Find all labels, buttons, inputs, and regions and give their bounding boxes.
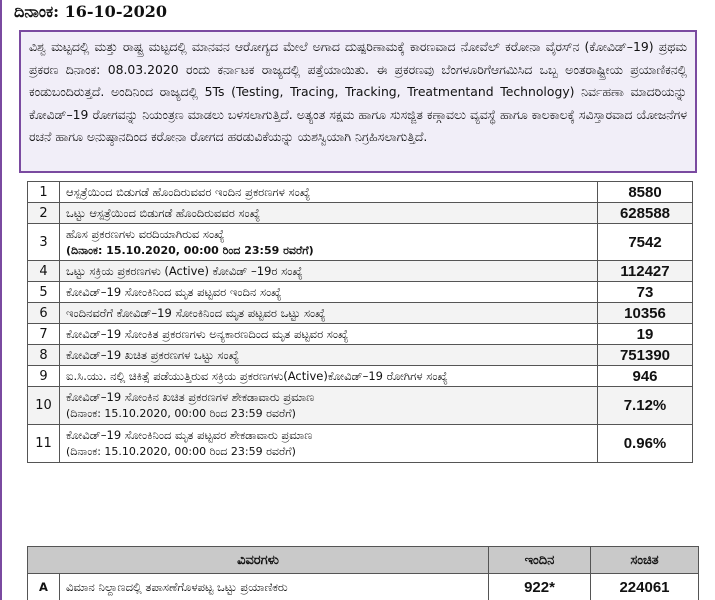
row-number: 9 (28, 366, 60, 387)
header-details: ವಿವರಗಳು (28, 547, 489, 574)
report-date: ದಿನಾಂಕ: 16-10-2020 (14, 2, 167, 21)
header-cumulative: ಸಂಚಿತ (591, 547, 699, 574)
row-number: 2 (28, 203, 60, 224)
table-row (28, 366, 693, 387)
row-value: 0.96% (598, 425, 693, 463)
row-date-range: (ದಿನಾಂಕ: 15.10.2020, 00:00 ರಿಂದ 23:59 ರವರೆಗೆ) (66, 243, 314, 257)
airport-screening-table (27, 546, 699, 600)
row-value: 628588 (598, 203, 693, 224)
table-header-row (28, 547, 699, 574)
row-number: 5 (28, 282, 60, 303)
row-value: 7.12% (598, 387, 693, 425)
header-today: ಇಂದಿನ (489, 547, 591, 574)
row-label: ಒಟ್ಟು ಸಕ್ರಿಯ ಪ್ರಕರಣಗಳು (Active) ಕೋವಿಡ್ –19ರ ಸಂಖ್ಯೆ (66, 263, 303, 278)
row-value: 10356 (598, 303, 693, 324)
row-today-value: 922* (489, 574, 591, 600)
row-number: 1 (28, 182, 60, 203)
covid-stats-table (27, 181, 693, 463)
table-row (28, 425, 693, 463)
table-row (28, 303, 693, 324)
table-row (28, 387, 693, 425)
row-label-cell (60, 203, 598, 224)
row-label: ಹೊಸ ಪ್ರಕರಣಗಳು ವರದಿಯಾಗಿರುವ ಸಂಖ್ಯೆ (66, 226, 225, 241)
row-value: 7542 (598, 224, 693, 261)
row-number: 10 (28, 387, 60, 425)
row-label: ಇಂದಿನವರೆಗೆ ಕೋವಿಡ್–19 ಸೋಂಕಿನಿಂದ ಮೃತ ಪಟ್ಟವರ ಒಟ್ಟು ಸಂಖ್ಯೆ (66, 305, 326, 320)
row-label: ಕೋವಿಡ್–19 ಸೋಂಕಿನಿಂದ ಮೃತ ಪಟ್ಟವರ ಇಂದಿನ ಸಂಖ್ಯೆ (66, 284, 282, 299)
row-number: 11 (28, 425, 60, 463)
table-row (28, 261, 693, 282)
intro-paragraph: ವಿಶ್ವ ಮಟ್ಟದಲ್ಲಿ ಮತ್ತು ರಾಷ್ಟ್ರ ಮಟ್ಟದಲ್ಲಿ ಮಾನವನ ಆರೋಗ್ಯದ ಮೇಲೆ ಅಗಾದ ದುಷ್ಪರಿಣಾಮಕ್ಕೆ ಕಾರಣವಾದ ನೋವೆಲ್ ಕರೋನಾ ವೈರಸ್‌ನ (ಕೋವಿಡ್–19) ಪ್ರಥಮ ಪ್ರಕರಣ ದಿನಾಂಕ: 08.03.2020 ರಂದು ಕರ್ನಾಟಕ ರಾಜ್ಯದಲ್ಲಿ ಪತ್ತೆಯಾಯಿತು. ಈ ಪ್ರಕರಣವು ಬೆಂಗಳೂರಿಗೆ‌ಆಗಮಿಸಿದ ಒಬ್ಬ ಅಂತರಾಷ್ಟ್ರೀಯ ಪ್ರಯಾಣಿಕನಲ್ಲಿ ಕಂಡುಬಂದಿರುತ್ತದೆ. ಅಂದಿನಿಂದ ರಾಜ್ಯದಲ್ಲಿ 5Ts (Testing, Tracing, Tracking, Treatmentand Technology) ನಿರ್ವಹಣಾ ಮಾದರಿಯನ್ನು ಕೋವಿಡ್–19 ರೋಗವನ್ನು ನಿಯಂತ್ರಣ ಮಾಡಲು ಬಳಸಲಾಗುತ್ತಿದೆ. ಅತ್ಯಂತ ಸಕ್ಷಮ ಹಾಗೂ ಸುಸಜ್ಜಿತ ಕಣ್ಗಾವಲು ವ್ಯವಸ್ಥೆ ಹಾಗೂ ಕಾಲಕಾಲಕ್ಕೆ ಸವಿಸ್ತಾರವಾದ ಯೋಜನೆಗಳ ರಚನೆ ಹಾಗೂ ಅನುಷ್ಠಾನದಿಂದ ಕರೋನಾ ರೋಗದ ಹರಡುವಿಕೆಯನ್ನು ಯಶಸ್ವಿಯಾಗಿ ನಿಗ್ರಹಿಸಲಾಗುತ್ತಿದೆ. (19, 30, 697, 173)
row-value: 19 (598, 324, 693, 345)
row-label-cell (60, 261, 598, 282)
row-label-cell (60, 387, 598, 425)
row-number: 3 (28, 224, 60, 261)
row-label: ಕೋವಿಡ್–19 ಸೋಂಕಿನ ಖಚಿತ ಪ್ರಕರಣಗಳ ಶೇಕಡಾವಾರು ಪ್ರಮಾಣ (66, 390, 315, 404)
row-number: 6 (28, 303, 60, 324)
row-label-cell (60, 345, 598, 366)
row-label: ಐ.ಸಿ.ಯು. ನಲ್ಲಿ ಚಿಕಿತ್ಸೆ ಪಡೆಯುತ್ತಿರುವ ಸಕ್ರಿಯ ಪ್ರಕರಣಗಳು(Active)ಕೋವಿಡ್–19 ರೋಗಿಗಳ ಸಂಖ್ಯೆ (66, 368, 448, 383)
row-label: ಆಸ್ಪತ್ರೆಯಿಂದ ಬಿಡುಗಡೆ ಹೊಂದಿರುವವರ ಇಂದಿನ ಪ್ರಕರಣಗಳ ಸಂಖ್ಯೆ (66, 184, 311, 199)
row-label: ಒಟ್ಟು ಆಸ್ಪತ್ರೆಯಿಂದ ಬಿಡುಗಡೆ ಹೊಂದಿರುವವರ ಸಂಖ್ಯೆ (66, 205, 261, 220)
table-row (28, 282, 693, 303)
row-label: ವಿಮಾನ ನಿಲ್ದಾಣದಲ್ಲಿ ತಪಾಸಣೆಗೊಳಪಟ್ಟ ಒಟ್ಟು ಪ್ರಯಾಣಿಕರು (60, 574, 489, 600)
row-label-cell (60, 224, 598, 261)
row-label-cell (60, 182, 598, 203)
row-value: 8580 (598, 182, 693, 203)
table-row (28, 182, 693, 203)
table-row (28, 324, 693, 345)
row-value: 112427 (598, 261, 693, 282)
table-row (28, 203, 693, 224)
row-cumulative-value: 224061 (591, 574, 699, 600)
row-label: ಕೋವಿಡ್–19 ಸೋಂಕಿತ ಪ್ರಕರಣಗಳು ಅನ್ಯಕಾರಣದಿಂದ ಮೃತ ಪಟ್ಟವರ ಸಂಖ್ಯೆ (66, 326, 349, 341)
row-number: 4 (28, 261, 60, 282)
table-row (28, 345, 693, 366)
row-label-cell (60, 303, 598, 324)
row-number: 8 (28, 345, 60, 366)
row-date-range: (ದಿನಾಂಕ: 15.10.2020, 00:00 ರಿಂದ 23:59 ರವರೆಗೆ) (66, 407, 296, 420)
row-label-cell (60, 324, 598, 345)
table-row (28, 574, 699, 600)
row-label-cell (60, 282, 598, 303)
row-label-cell (60, 366, 598, 387)
row-value: 946 (598, 366, 693, 387)
row-number: 7 (28, 324, 60, 345)
row-code: A (28, 574, 60, 600)
row-label: ಕೋವಿಡ್–19 ಖಚಿತ ಪ್ರಕರಣಗಳ ಒಟ್ಟು ಸಂಖ್ಯೆ (66, 347, 240, 362)
table-row (28, 224, 693, 261)
row-label: ಕೋವಿಡ್–19 ಸೋಂಕಿನಿಂದ ಮೃತ ಪಟ್ಟವರ ಶೇಕಡಾವಾರು ಪ್ರಮಾಣ (66, 428, 313, 442)
page-left-rule (0, 0, 2, 600)
row-value: 73 (598, 282, 693, 303)
row-label-cell (60, 425, 598, 463)
row-value: 751390 (598, 345, 693, 366)
row-date-range: (ದಿನಾಂಕ: 15.10.2020, 00:00 ರಿಂದ 23:59 ರವರೆಗೆ) (66, 445, 296, 458)
